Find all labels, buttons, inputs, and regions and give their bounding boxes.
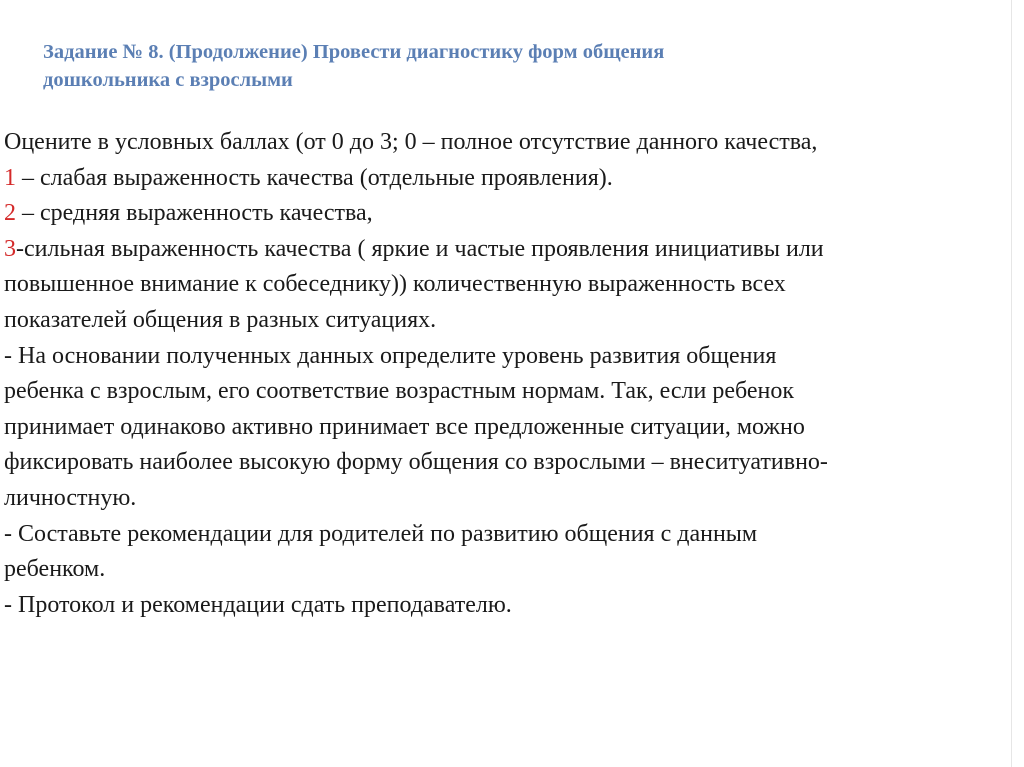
body-line-11: личностную.	[4, 484, 137, 511]
slide-edge-divider	[1011, 0, 1012, 767]
body-line-9: принимает одинаково активно принимает все предложенные ситуации, можно	[4, 413, 805, 440]
score-description-1: – слабая выраженность качества (отдельные проявления).	[16, 164, 613, 191]
title-line-1: Задание № 8. (Продолжение) Провести диагностику форм общения	[43, 41, 665, 63]
score-number-2: 2	[4, 200, 16, 227]
score-number-1: 1	[4, 164, 16, 191]
slide-title	[43, 38, 943, 94]
body-line-8: ребенка с взрослым, его соответствие возрастным нормам. Так, если ребенок	[4, 378, 795, 405]
body-line-5: повышенное внимание к собеседнику)) количественную выраженность всех	[4, 271, 786, 298]
body-line-2	[4, 161, 1004, 197]
slide-body	[4, 125, 1004, 623]
body-line-7: - На основании полученных данных определите уровень развития общения	[4, 342, 777, 369]
title-line-2: дошкольника с взрослыми	[43, 69, 293, 91]
body-line-4	[4, 232, 1004, 268]
score-description-3: -сильная выраженность качества ( яркие и частые проявления инициативы или	[16, 235, 824, 262]
body-line-1: Оцените в условных баллах (от 0 до 3; 0 – полное отсутствие данного качества,	[4, 129, 818, 155]
score-number-3: 3	[4, 235, 16, 262]
body-line-14: - Протокол и рекомендации сдать преподавателю.	[4, 591, 512, 618]
body-line-12: - Составьте рекомендации для родителей по развитию общения с данным	[4, 520, 758, 547]
body-line-10: фиксировать наиболее высокую форму общения со взрослыми – внеситуативно-	[4, 449, 828, 476]
body-line-3	[4, 196, 1004, 232]
score-description-2: – средняя выраженность качества,	[16, 200, 373, 227]
body-line-6: показателей общения в разных ситуациях.	[4, 306, 437, 333]
body-line-13: ребенком.	[4, 556, 106, 583]
